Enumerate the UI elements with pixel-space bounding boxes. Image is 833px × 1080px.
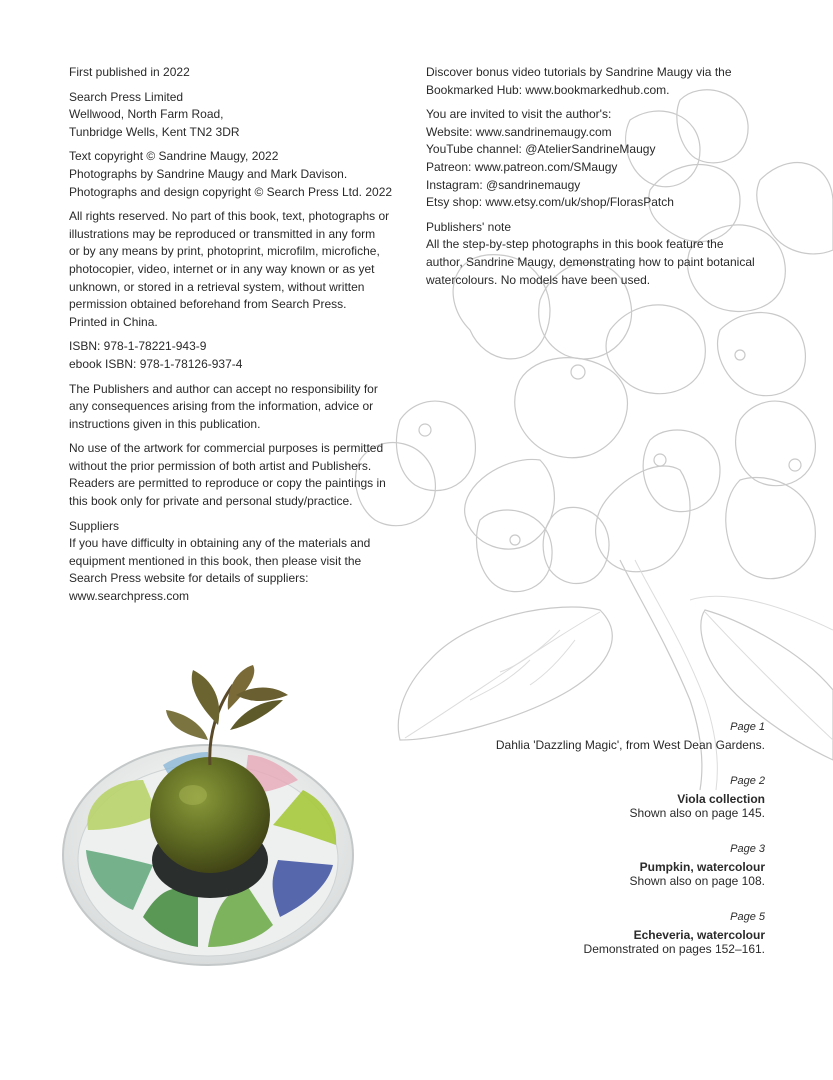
caption-title: Viola collection: [677, 792, 765, 806]
caption-description: Demonstrated on pages 152–161.: [583, 942, 765, 956]
caption-title: Pumpkin, watercolour: [639, 860, 765, 874]
rights-reserved: [69, 208, 399, 331]
text-line: You are invited to visit the author's:: [426, 107, 612, 122]
caption-page-number: Page 3: [730, 843, 765, 855]
published-year: [69, 64, 399, 82]
text-line: Wellwood, North Farm Road,: [69, 107, 224, 122]
suppliers-heading: Suppliers: [69, 518, 120, 533]
publishers-note: [426, 219, 786, 289]
author-patreon: Patreon: www.patreon.com/SMaugy: [426, 159, 618, 174]
text-line: Text copyright © Sandrine Maugy, 2022: [69, 149, 279, 164]
text-line: instructions given in this publication.: [69, 416, 261, 431]
author-etsy: Etsy shop: www.etsy.com/uk/shop/FlorasPatch: [426, 195, 674, 210]
liability-disclaimer: [69, 381, 399, 434]
author-website: Website: www.sandrinemaugy.com: [426, 124, 612, 139]
text-line: ISBN: 978-1-78221-943-9: [69, 339, 207, 354]
text-line: Search Press website for details of suppliers:: [69, 571, 309, 586]
caption-description: Dahlia 'Dazzling Magic', from West Dean Gardens.: [495, 738, 765, 752]
text-line: All the step-by-step photographs in this book feature the: [426, 237, 724, 252]
right-column-author-info: [426, 64, 786, 296]
suppliers-section: [69, 518, 399, 606]
text-line: or by any means by print, photoprint, microfilm, microfiche,: [69, 244, 380, 259]
caption-page-number: Page 2: [730, 775, 765, 787]
text-line: Tunbridge Wells, Kent TN2 3DR: [69, 124, 240, 139]
text-line: First published in 2022: [69, 65, 190, 79]
text-line: any consequences arising from the information, advice or: [69, 399, 374, 414]
text-line: Photographs and design copyright © Search Press Ltd. 2022: [69, 184, 393, 199]
left-column-copyright: [69, 64, 399, 613]
caption-page-2: [405, 774, 765, 820]
searchpress-url: www.searchpress.com: [69, 589, 190, 604]
artwork-usage-notice: [69, 440, 399, 510]
text-line: Discover bonus video tutorials by Sandrine Maugy via the: [426, 65, 732, 79]
text-line: Printed in China.: [69, 314, 158, 329]
text-line: permission obtained beforehand from Search Press.: [69, 297, 347, 312]
text-line: No use of the artwork for commercial purposes is permitted: [69, 441, 384, 456]
text-line: Readers are permitted to reproduce or copy the paintings in: [69, 476, 386, 491]
isbn-block: [69, 338, 399, 373]
text-line: Bookmarked Hub: www.bookmarkedhub.com.: [426, 82, 670, 97]
bonus-video-note: [426, 64, 786, 99]
text-line: this book only for private and personal study/practice.: [69, 494, 353, 509]
publishers-note-heading: Publishers' note: [426, 219, 512, 234]
caption-page-3: [405, 842, 765, 888]
text-line: watercolours. No models have been used.: [426, 272, 651, 287]
caption-title: Echeveria, watercolour: [633, 928, 765, 942]
caption-description: Shown also on page 108.: [629, 874, 765, 888]
text-line: ebook ISBN: 978-1-78126-937-4: [69, 356, 243, 371]
text-line: equipment mentioned in this book, then please visit the: [69, 553, 362, 568]
caption-page-5: [405, 910, 765, 956]
paint-palette-apple-photo: [58, 655, 368, 975]
text-line: illustrations may be reproduced or transmitted in any form: [69, 226, 376, 241]
text-line: All rights reserved. No part of this book, text, photographs or: [69, 209, 390, 224]
copyright-notice: [69, 148, 399, 201]
picture-captions: [405, 720, 765, 978]
author-youtube: YouTube channel: @AtelierSandrineMaugy: [426, 142, 656, 157]
text-line: Photographs by Sandrine Maugy and Mark Davison.: [69, 166, 348, 181]
text-line: If you have difficulty in obtaining any of the materials and: [69, 536, 371, 551]
caption-description: Shown also on page 145.: [629, 806, 765, 820]
text-line: The Publishers and author can accept no responsibility for: [69, 381, 378, 396]
author-instagram: Instagram: @sandrinemaugy: [426, 177, 581, 192]
caption-page-number: Page 5: [730, 911, 765, 923]
caption-page-number: Page 1: [730, 721, 765, 733]
text-line: unknown, or stored in a retrieval system, without written: [69, 279, 365, 294]
publisher-address: [69, 89, 399, 142]
text-line: without the prior permission of both artist and Publishers.: [69, 458, 372, 473]
author-links: [426, 106, 786, 212]
text-line: photocopier, video, internet or in any way known or as yet: [69, 261, 375, 276]
text-line: Search Press Limited: [69, 89, 184, 104]
caption-page-1: [405, 720, 765, 752]
text-line: author, Sandrine Maugy, demonstrating how to paint botanical: [426, 254, 755, 269]
